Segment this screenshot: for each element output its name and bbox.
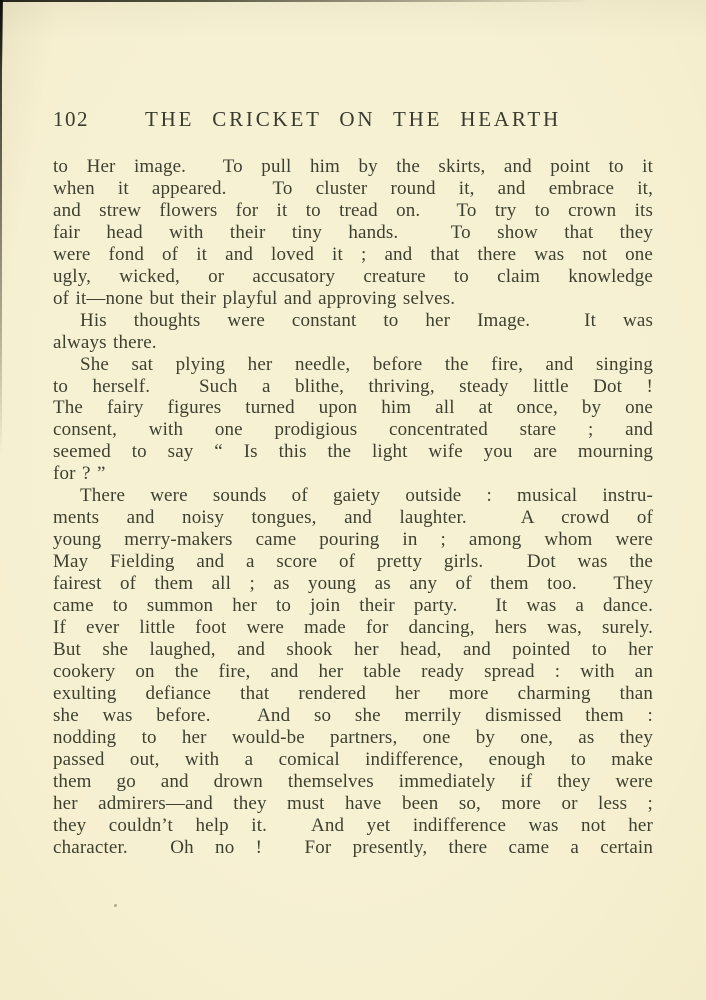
text-line: when it appeared. To cluster round it, and embrace it, [53,177,653,199]
text-line: She sat plying her needle, before the fire, and singing [80,353,653,375]
scan-edge-corner [0,0,3,70]
text-line: her admirers—and they must have been so, more or less ; [53,792,653,814]
text-line: seemed to say “ Is this the light wife you are mourning [53,441,653,463]
text-line: they couldn’t help it. And yet indifference was not her [53,814,653,836]
running-title: THE CRICKET ON THE HEARTH [145,107,561,131]
paragraph [53,156,653,310]
text-line: The fairy figures turned upon him all at once, by one [53,397,653,419]
text-line: ugly, wicked, or accusatory creature to claim knowledge [53,265,653,287]
text-line: ments and noisy tongues, and laughter. A crowd of [53,507,653,529]
text-line: But she laughed, and shook her head, and pointed to her [53,638,653,660]
scan-edge-top [0,0,590,2]
page-header [53,107,653,135]
text-line: nodding to her would-be partners, one by one, as they [53,726,653,748]
text-line: them go and drown themselves immediately if they were [53,770,653,792]
paragraph [53,485,653,858]
text-line: she was before. And so she merrily dismissed them : [53,704,653,726]
text-line: fairest of them all ; as young as any of them too. They [53,573,653,595]
text-line: consent, with one prodigious concentrated stare ; and [53,419,653,441]
text-line: were fond of it and loved it ; and that there was not one [53,243,653,265]
text-line: and strew flowers for it to tread on. To try to crown its [53,199,653,221]
text-line: His thoughts were constant to her Image. It was [80,309,653,331]
text-line: of it—none but their playful and approving selves. [53,287,456,309]
text-line: always there. [53,331,157,353]
body-text [53,156,653,859]
text-line: May Fielding and a score of pretty girls. Dot was the [53,551,653,573]
text-line: exulting defiance that rendered her more charming than [53,682,653,704]
text-line: cookery on the fire, and her table ready spread : with an [53,660,653,682]
text-line: If ever little foot were made for dancing, hers was, surely. [53,617,653,639]
text-line: to herself. Such a blithe, thriving, steady little Dot ! [53,375,653,397]
page-number: 102 [53,107,89,131]
text-line: passed out, with a comical indifference, enough to make [53,748,653,770]
text-line: There were sounds of gaiety outside : musical instru- [80,485,653,507]
scan-speck [114,904,117,907]
text-line: fair head with their tiny hands. To show that they [53,221,653,243]
text-line: young merry-makers came pouring in ; among whom were [53,529,653,551]
text-line: came to summon her to join their party. It was a dance. [53,595,653,617]
paragraph [53,354,653,486]
paragraph [53,310,653,354]
text-line: character. Oh no ! For presently, there came a certain [53,836,653,858]
text-line: to Her image. To pull him by the skirts, and point to it [53,156,653,177]
text-line: for ? ” [53,463,106,485]
